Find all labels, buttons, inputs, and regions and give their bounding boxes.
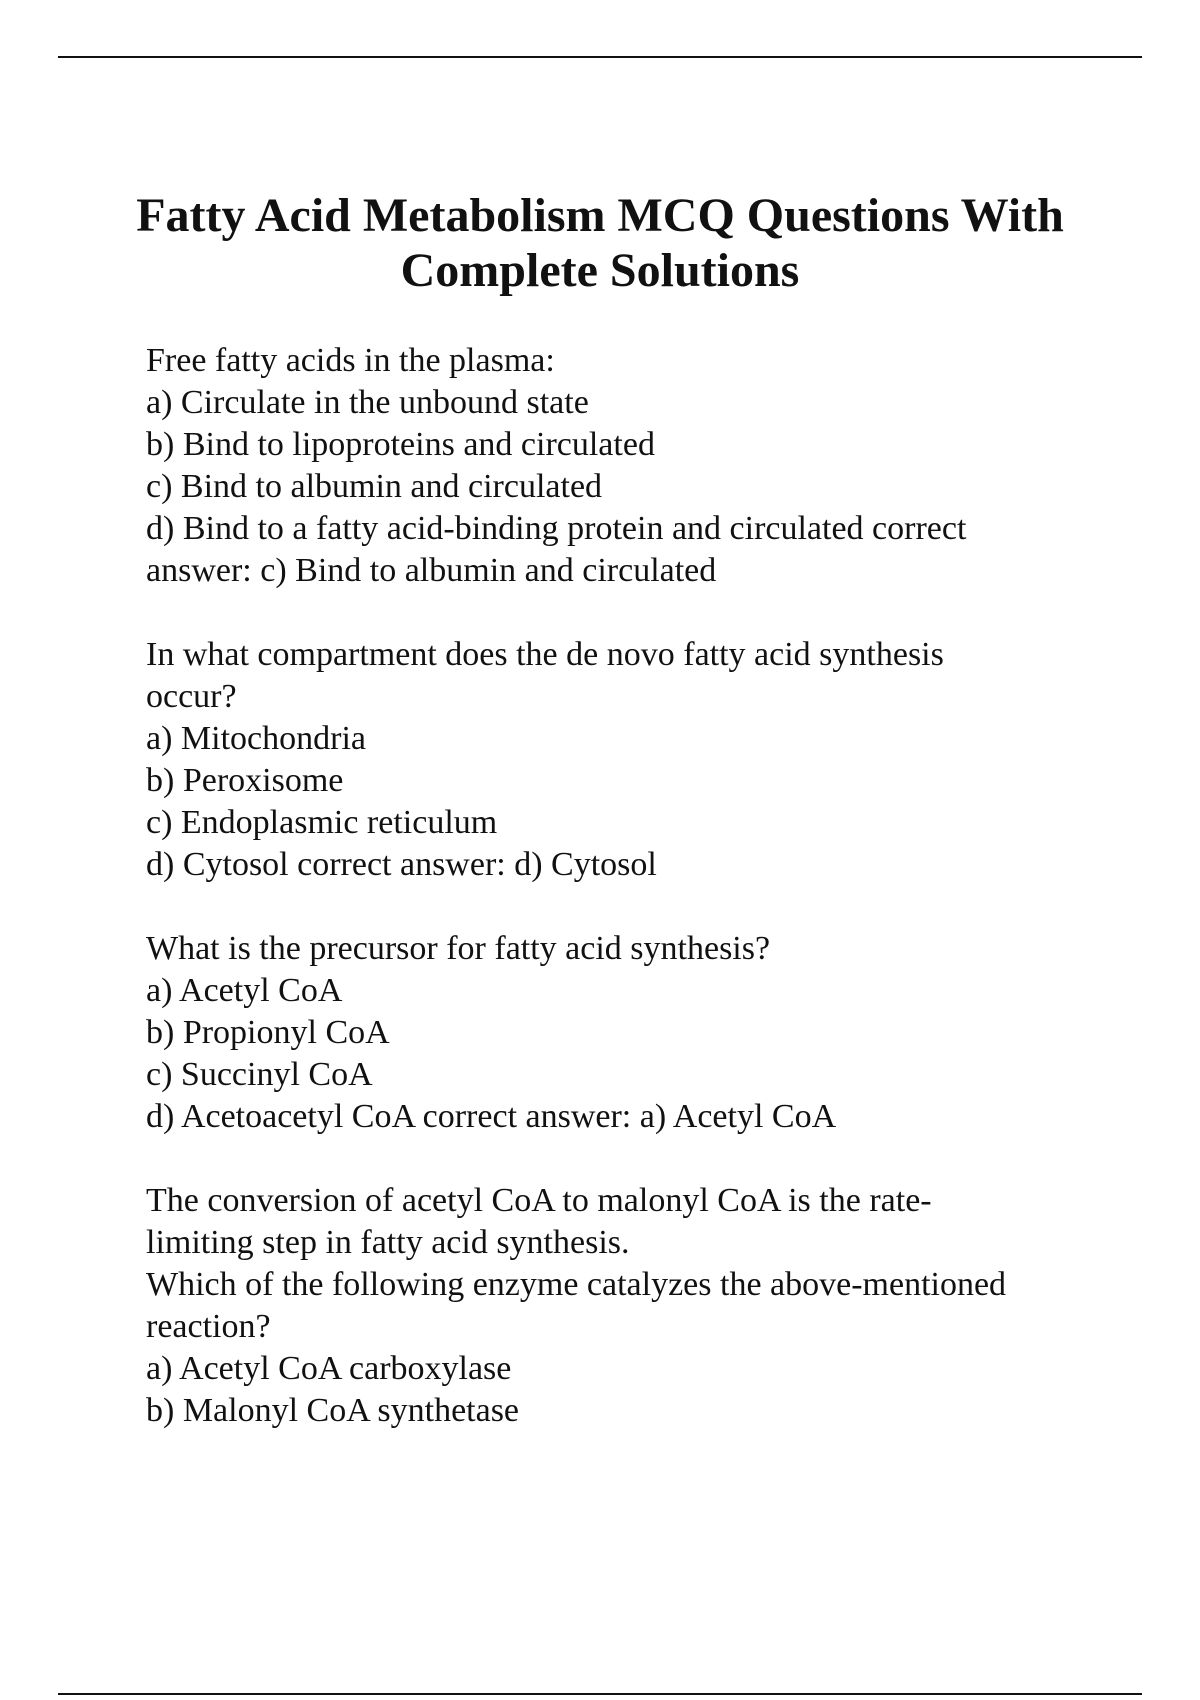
question-4-prompt: Which of the following enzyme catalyzes the above-mentioned [146, 1266, 1007, 1303]
question-1-option-b: b) Bind to lipoproteins and circulated [146, 426, 655, 463]
question-3-option-a: a) Acetyl CoA [146, 972, 343, 1009]
question-1 [146, 340, 1106, 592]
question-4-option-a: a) Acetyl CoA carboxylase [146, 1350, 512, 1387]
question-3-option-d-answer: d) Acetoacetyl CoA correct answer: a) Acetyl CoA [146, 1098, 837, 1135]
page-title [100, 188, 1100, 298]
question-4-option-b: b) Malonyl CoA synthetase [146, 1392, 520, 1429]
top-rule [58, 56, 1142, 58]
question-2-stem-cont: occur? [146, 678, 237, 715]
title-line-2: Complete Solutions [400, 244, 800, 297]
question-3-option-b: b) Propionyl CoA [146, 1014, 390, 1051]
question-3 [146, 928, 1106, 1138]
question-2-option-d-answer: d) Cytosol correct answer: d) Cytosol [146, 846, 657, 883]
question-2-stem: In what compartment does the de novo fatty acid synthesis [146, 636, 944, 673]
question-2-option-c: c) Endoplasmic reticulum [146, 804, 498, 841]
question-1-option-a: a) Circulate in the unbound state [146, 384, 589, 421]
question-1-answer: answer: c) Bind to albumin and circulated [146, 552, 717, 589]
question-1-option-c: c) Bind to albumin and circulated [146, 468, 603, 505]
question-2-option-a: a) Mitochondria [146, 720, 366, 757]
question-4-prompt-cont: reaction? [146, 1308, 271, 1345]
bottom-rule [58, 1693, 1142, 1695]
question-3-option-c: c) Succinyl CoA [146, 1056, 373, 1093]
question-4-stem: The conversion of acetyl CoA to malonyl CoA is the rate- [146, 1182, 932, 1219]
question-2-option-b: b) Peroxisome [146, 762, 344, 799]
question-4-stem-cont: limiting step in fatty acid synthesis. [146, 1224, 630, 1261]
document-body [146, 340, 1106, 1474]
question-3-stem: What is the precursor for fatty acid synthesis? [146, 930, 771, 967]
question-2 [146, 634, 1106, 886]
title-line-1: Fatty Acid Metabolism MCQ Questions With [136, 189, 1064, 242]
question-1-stem: Free fatty acids in the plasma: [146, 342, 555, 379]
question-1-option-d: d) Bind to a fatty acid-binding protein and circulated correct [146, 510, 967, 547]
question-4 [146, 1180, 1106, 1432]
